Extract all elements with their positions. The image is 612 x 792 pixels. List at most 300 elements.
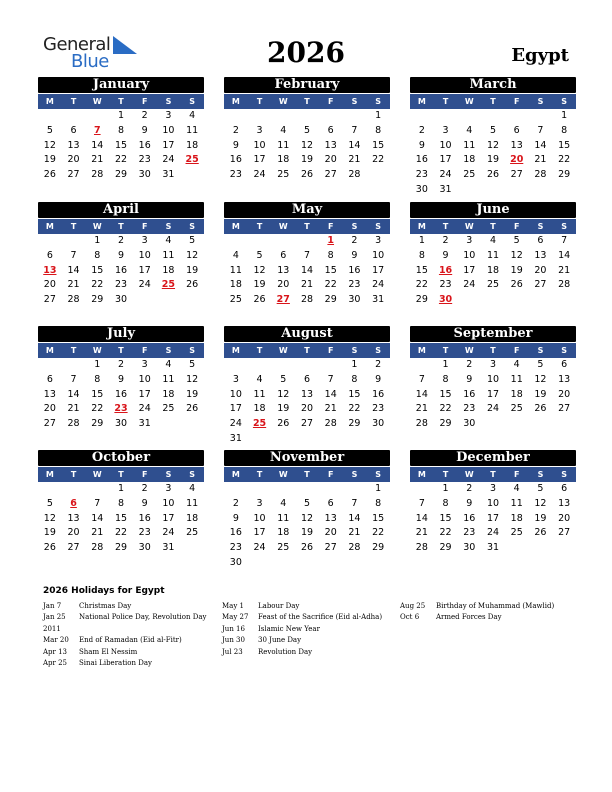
weekday-label: T [256, 470, 263, 479]
day-cell: 22 [114, 154, 128, 166]
month-header: September [410, 326, 576, 342]
empty-cell [271, 482, 295, 497]
day-cell: 17 [229, 403, 242, 415]
day-cell: 22 [439, 403, 452, 415]
month-september [410, 326, 576, 432]
day-cell: 27 [67, 169, 80, 181]
day-cell: 9 [442, 249, 449, 261]
holiday-day-cell: 16 [438, 264, 453, 276]
empty-cell [62, 234, 86, 249]
day-cell: 31 [372, 294, 385, 306]
empty-cell [410, 358, 434, 373]
day-cell: 4 [466, 124, 473, 136]
weekday-label: T [442, 222, 449, 231]
weekday-label: S [351, 470, 358, 479]
day-cell: 3 [442, 124, 449, 136]
day-cell: 26 [300, 169, 314, 181]
day-cell: 8 [351, 373, 358, 385]
day-cell: 20 [67, 154, 80, 166]
day-cell: 2 [141, 110, 148, 121]
day-cell: 8 [375, 124, 382, 136]
day-cell: 9 [141, 497, 148, 509]
month-header: April [38, 202, 204, 218]
month-april [38, 202, 204, 308]
day-cell: 2 [418, 124, 425, 136]
day-cell: 20 [324, 527, 337, 539]
day-cell: 6 [561, 359, 568, 370]
day-cell: 7 [94, 497, 101, 509]
day-cell: 2 [117, 359, 125, 370]
day-cell: 17 [486, 512, 500, 524]
day-cell: 27 [67, 542, 80, 554]
month-header: May [224, 202, 390, 218]
weekday-label: S [375, 346, 382, 355]
holiday-item [400, 612, 554, 623]
day-cell: 10 [463, 249, 476, 261]
day-cell: 4 [513, 483, 520, 494]
day-cell: 28 [348, 542, 361, 554]
day-cell: 12 [253, 264, 266, 276]
day-cell: 20 [300, 403, 314, 415]
day-cell: 4 [489, 235, 497, 246]
empty-cell [38, 234, 62, 249]
weekday-label: M [45, 470, 54, 479]
day-cell: 31 [162, 542, 175, 554]
holiday-item [222, 624, 382, 635]
weekday-label: S [165, 97, 172, 106]
day-grid [224, 482, 390, 571]
holiday-date: May 1 [222, 602, 244, 610]
day-cell: 2 [141, 483, 148, 494]
empty-cell [319, 109, 343, 124]
holiday-item [222, 601, 382, 612]
weekday-label: S [351, 222, 358, 231]
empty-cell [85, 109, 109, 124]
day-cell: 22 [439, 527, 452, 539]
day-cell: 26 [186, 279, 199, 291]
day-cell: 8 [561, 124, 568, 136]
day-cell: 24 [138, 279, 151, 291]
day-cell: 19 [186, 264, 199, 276]
weekday-label: S [561, 346, 568, 355]
day-cell: 30 [138, 542, 151, 554]
weekday-label: M [45, 346, 54, 355]
day-grid [410, 109, 576, 198]
day-cell: 15 [558, 139, 571, 151]
day-cell: 18 [463, 154, 476, 166]
day-cell: 13 [43, 388, 56, 400]
holiday-day-cell: 20 [510, 154, 524, 166]
day-cell: 8 [442, 497, 449, 509]
day-cell: 15 [348, 388, 361, 400]
day-cell: 24 [162, 527, 175, 539]
day-cell: 12 [43, 512, 56, 524]
day-cell: 29 [114, 542, 128, 554]
day-cell: 13 [324, 139, 337, 151]
weekday-label: M [417, 97, 426, 106]
day-cell: 8 [442, 373, 449, 385]
day-cell: 21 [348, 154, 361, 166]
day-cell: 31 [439, 183, 452, 195]
holiday-day-cell: 25 [161, 279, 176, 291]
day-cell: 31 [138, 418, 151, 430]
day-cell: 21 [324, 403, 337, 415]
day-cell: 12 [277, 388, 290, 400]
weekday-label: W [464, 346, 474, 355]
day-cell: 5 [46, 124, 53, 136]
day-cell: 14 [91, 139, 104, 151]
holiday-day-cell: 25 [185, 154, 199, 166]
day-cell: 26 [534, 527, 547, 539]
weekday-header-row [38, 467, 204, 482]
day-cell: 29 [415, 294, 428, 306]
day-grid [410, 358, 576, 432]
holiday-date: Jul 23 [222, 647, 243, 656]
day-cell: 8 [117, 497, 125, 509]
day-cell: 10 [229, 388, 242, 400]
day-cell: 11 [186, 124, 199, 136]
day-cell: 29 [114, 169, 128, 181]
month-header: November [224, 450, 390, 466]
weekday-header-row [224, 94, 390, 109]
day-cell: 3 [466, 235, 473, 246]
day-cell: 26 [277, 418, 290, 430]
day-cell: 1 [94, 359, 101, 370]
day-cell: 27 [558, 527, 571, 539]
day-cell: 7 [537, 124, 544, 136]
day-grid [38, 234, 204, 308]
day-cell: 16 [229, 527, 242, 539]
weekday-header-row [410, 219, 576, 234]
weekday-label: M [417, 470, 426, 479]
day-cell: 24 [162, 154, 175, 166]
weekday-label: T [256, 97, 263, 106]
day-cell: 13 [300, 388, 314, 400]
day-cell: 11 [510, 373, 523, 385]
day-cell: 4 [513, 359, 520, 370]
holiday-item [43, 658, 206, 669]
day-cell: 26 [43, 169, 56, 181]
weekday-label: F [328, 222, 334, 231]
day-cell: 19 [534, 512, 547, 524]
holiday-column [222, 601, 382, 658]
day-cell: 13 [534, 249, 547, 261]
day-cell: 18 [277, 527, 290, 539]
day-cell: 16 [463, 388, 476, 400]
empty-cell [62, 358, 86, 373]
day-cell: 24 [229, 418, 242, 430]
day-cell: 30 [372, 418, 385, 430]
day-cell: 27 [510, 169, 523, 181]
day-cell: 31 [162, 169, 175, 181]
day-cell: 19 [186, 388, 199, 400]
day-cell: 12 [186, 373, 199, 385]
day-cell: 6 [327, 124, 334, 136]
day-cell: 2 [375, 359, 382, 370]
weekday-label: F [514, 470, 520, 479]
day-cell: 16 [372, 388, 385, 400]
day-cell: 26 [253, 294, 266, 306]
day-cell: 17 [439, 154, 452, 166]
day-cell: 2 [232, 124, 239, 136]
day-cell: 30 [415, 183, 428, 195]
day-cell: 27 [43, 294, 56, 306]
weekday-label: W [464, 97, 474, 106]
day-cell: 19 [510, 264, 523, 276]
day-cell: 19 [486, 154, 500, 166]
day-cell: 5 [256, 249, 263, 261]
holiday-date: 2011 [43, 624, 61, 633]
day-cell: 28 [415, 542, 428, 554]
day-cell: 1 [561, 110, 568, 121]
holiday-item [43, 601, 206, 612]
day-cell: 3 [375, 235, 382, 246]
day-cell: 23 [463, 527, 476, 539]
weekday-label: S [375, 97, 382, 106]
weekday-label: W [278, 346, 288, 355]
weekday-header-row [38, 219, 204, 234]
weekday-label: F [142, 222, 148, 231]
month-header: June [410, 202, 576, 218]
day-cell: 29 [348, 418, 361, 430]
day-cell: 22 [415, 279, 428, 291]
day-cell: 9 [232, 512, 239, 524]
day-cell: 22 [348, 403, 361, 415]
weekday-label: T [304, 222, 310, 231]
empty-cell [271, 109, 295, 124]
day-cell: 3 [256, 124, 263, 136]
weekday-label: T [256, 222, 263, 231]
day-cell: 22 [91, 279, 104, 291]
day-cell: 3 [489, 359, 497, 370]
day-cell: 13 [558, 497, 571, 509]
day-cell: 1 [117, 483, 125, 494]
day-cell: 23 [138, 527, 151, 539]
day-cell: 30 [229, 556, 242, 568]
day-cell: 19 [277, 403, 290, 415]
day-cell: 19 [253, 279, 266, 291]
day-cell: 8 [94, 373, 101, 385]
day-cell: 25 [486, 279, 500, 291]
month-january [38, 77, 204, 183]
day-cell: 6 [70, 124, 77, 136]
day-cell: 14 [324, 388, 337, 400]
day-cell: 25 [510, 403, 523, 415]
day-cell: 15 [439, 512, 452, 524]
day-cell: 9 [466, 373, 473, 385]
day-cell: 21 [558, 264, 571, 276]
empty-cell [62, 109, 86, 124]
day-cell: 29 [558, 169, 571, 181]
day-cell: 22 [558, 154, 571, 166]
day-cell: 5 [46, 497, 53, 509]
day-cell: 28 [67, 294, 80, 306]
day-cell: 18 [229, 279, 242, 291]
day-cell: 7 [351, 124, 358, 136]
day-cell: 21 [415, 403, 428, 415]
day-cell: 21 [300, 279, 314, 291]
weekday-label: F [142, 97, 148, 106]
day-cell: 21 [91, 154, 104, 166]
day-grid [410, 482, 576, 556]
day-cell: 24 [253, 169, 266, 181]
day-cell: 10 [372, 249, 385, 261]
holiday-name: National Police Day, Revolution Day [79, 613, 207, 622]
empty-cell [319, 358, 343, 373]
day-cell: 2 [442, 235, 449, 246]
day-cell: 15 [91, 264, 104, 276]
day-cell: 17 [486, 388, 500, 400]
weekday-label: W [278, 97, 288, 106]
day-cell: 15 [415, 264, 428, 276]
day-cell: 12 [534, 373, 547, 385]
day-cell: 14 [91, 512, 104, 524]
weekday-label: M [231, 470, 240, 479]
month-february [224, 77, 390, 183]
day-cell: 22 [324, 279, 337, 291]
day-cell: 27 [300, 418, 314, 430]
weekday-label: S [165, 346, 172, 355]
weekday-header-row [38, 94, 204, 109]
day-cell: 17 [162, 139, 175, 151]
holiday-column [43, 601, 206, 669]
day-cell: 23 [439, 279, 452, 291]
day-cell: 29 [439, 418, 452, 430]
day-cell: 1 [418, 235, 425, 246]
day-cell: 30 [463, 542, 476, 554]
weekday-label: T [70, 470, 77, 479]
day-cell: 2 [466, 359, 473, 370]
day-cell: 11 [229, 264, 242, 276]
empty-cell [295, 358, 319, 373]
day-cell: 2 [351, 235, 358, 246]
day-cell: 9 [117, 373, 125, 385]
holiday-date: Jun 16 [222, 624, 245, 633]
weekday-label: S [165, 222, 172, 231]
holiday-date: Aug 25 [400, 602, 426, 610]
day-cell: 4 [165, 359, 172, 370]
weekday-label: S [561, 470, 568, 479]
holiday-item [43, 612, 206, 623]
day-cell: 19 [43, 154, 56, 166]
day-cell: 14 [348, 139, 361, 151]
day-cell: 7 [70, 249, 77, 261]
month-may [224, 202, 390, 308]
day-cell: 10 [486, 497, 500, 509]
weekday-label: S [189, 470, 196, 479]
day-cell: 20 [534, 264, 547, 276]
month-header: August [224, 326, 390, 342]
day-cell: 30 [138, 169, 151, 181]
day-cell: 1 [94, 235, 101, 246]
weekday-label: T [442, 97, 449, 106]
day-cell: 6 [46, 373, 53, 385]
month-header: October [38, 450, 204, 466]
weekday-label: M [231, 346, 240, 355]
day-cell: 15 [91, 388, 104, 400]
day-cell: 9 [375, 373, 382, 385]
weekday-label: T [304, 470, 310, 479]
day-cell: 18 [253, 403, 266, 415]
day-cell: 19 [43, 527, 56, 539]
weekday-label: F [328, 346, 334, 355]
day-cell: 25 [186, 527, 199, 539]
holiday-name: Revolution Day [258, 647, 313, 656]
weekday-label: W [278, 470, 288, 479]
day-grid [224, 234, 390, 308]
logo-blue-text: Blue [71, 51, 109, 72]
day-cell: 25 [162, 403, 175, 415]
empty-cell [224, 482, 248, 497]
empty-cell [248, 109, 272, 124]
empty-cell [319, 482, 343, 497]
day-cell: 10 [439, 139, 452, 151]
holiday-date: Apr 25 [43, 658, 68, 667]
day-cell: 28 [558, 279, 571, 291]
empty-cell [248, 234, 272, 249]
day-cell: 10 [162, 497, 175, 509]
holiday-name: End of Ramadan (Eid al-Fitr) [79, 636, 182, 645]
empty-cell [248, 358, 272, 373]
month-header: January [38, 77, 204, 93]
day-cell: 6 [280, 249, 287, 261]
month-march [410, 77, 576, 198]
day-cell: 21 [91, 527, 104, 539]
weekday-label: S [189, 346, 196, 355]
day-cell: 5 [189, 359, 196, 370]
day-cell: 21 [534, 154, 547, 166]
day-cell: 26 [43, 542, 56, 554]
day-cell: 22 [91, 403, 104, 415]
weekday-label: W [92, 470, 102, 479]
day-cell: 3 [232, 373, 239, 385]
holiday-day-cell: 1 [327, 235, 335, 246]
weekday-label: S [537, 346, 544, 355]
day-cell: 8 [94, 249, 101, 261]
day-cell: 1 [375, 110, 382, 121]
weekday-label: S [537, 222, 544, 231]
weekday-label: T [118, 470, 124, 479]
empty-cell [434, 109, 458, 124]
day-grid [224, 358, 390, 447]
day-cell: 9 [351, 249, 358, 261]
holiday-item [43, 647, 206, 658]
weekday-label: F [514, 97, 520, 106]
day-cell: 11 [486, 249, 500, 261]
day-cell: 14 [67, 388, 80, 400]
day-cell: 4 [232, 249, 239, 261]
empty-cell [62, 482, 86, 497]
weekday-label: T [256, 346, 263, 355]
holiday-name: Christmas Day [79, 602, 132, 610]
day-cell: 17 [253, 154, 266, 166]
weekday-label: W [464, 222, 474, 231]
day-cell: 11 [253, 388, 266, 400]
empty-cell [295, 109, 319, 124]
day-cell: 9 [232, 139, 239, 151]
weekday-label: S [165, 470, 172, 479]
day-cell: 16 [348, 264, 361, 276]
day-cell: 21 [415, 527, 428, 539]
day-cell: 12 [486, 139, 500, 151]
weekday-label: S [561, 222, 568, 231]
day-cell: 4 [189, 110, 196, 121]
weekday-label: M [231, 222, 240, 231]
day-cell: 11 [510, 497, 523, 509]
day-cell: 26 [300, 542, 314, 554]
weekday-label: F [142, 470, 148, 479]
day-cell: 20 [558, 512, 571, 524]
